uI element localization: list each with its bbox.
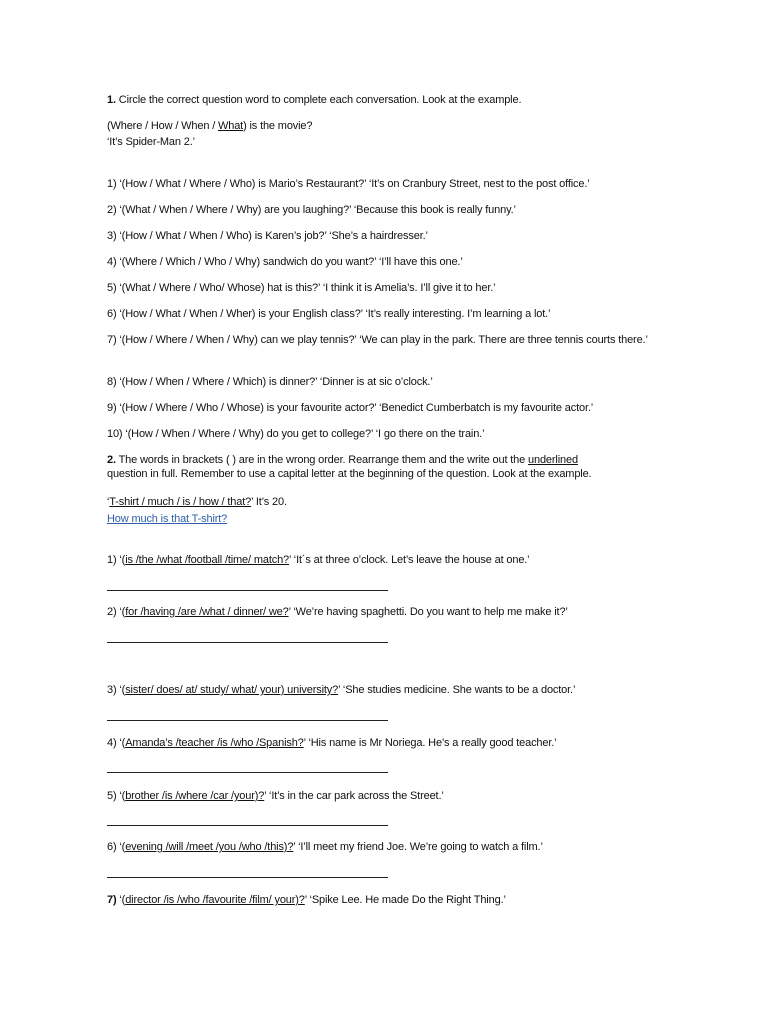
example-question-end: ) is the movie? [243,120,313,132]
item-reply: ’ ‘It´s at three o’clock. Let’s leave the house at one.’ [289,554,530,566]
rearrange-item [107,893,506,907]
question-item: 8) ‘(How / When / Where / Which) is dinner?’ ‘Dinner is at sic o’clock.’ [107,376,433,388]
example-open-quote: ‘ [107,496,110,508]
item-reply: ’ ‘Spike Lee. He made Do the Right Thing.’ [304,894,506,906]
example-reply: ’ It’s 20. [251,496,287,508]
item-open: ‘( [116,606,126,618]
scrambled-words: brother /is /where /car /your)? [125,790,265,802]
scrambled-words: for /having /are /what / dinner/ we? [125,606,289,618]
rearrange-item [107,605,568,619]
section-1-number: 1. [107,94,116,106]
section-1-example-question [107,119,312,133]
question-item: 6) ‘(How / What / When / Wher) is your English class?’ ‘It’s really interesting. I’m learning a lot.’ [107,308,551,320]
item-reply: ’ ‘It’s in the car park across the Street.’ [264,790,444,802]
question-item: 10) ‘(How / When / Where / Why) do you get to college?’ ‘I go there on the train.’ [107,428,485,440]
question-item: 7) ‘(How / Where / When / Why) can we play tennis?’ ‘We can play in the park. There are three tennis courts there.’ [107,334,648,346]
item-reply: ’ ‘We’re having spaghetti. Do you want to help me make it?’ [288,606,568,618]
answer-line[interactable] [107,772,388,773]
rearrange-item [107,553,529,567]
item-open: ‘( [116,790,126,802]
question-item: 3) ‘(How / What / When / Who) is Karen’s job?’ ‘She’s a hairdresser.’ [107,230,428,242]
item-open: ‘( [116,737,126,749]
item-number: 2) [107,606,117,618]
question-item: 9) ‘(How / Where / Who / Whose) is your favourite actor?’ ‘Benedict Cumberbatch is my favourite actor.’ [107,402,594,414]
item-reply: ’ ‘She studies medicine. She wants to be a doctor.’ [338,684,576,696]
item-number: 6) [107,841,117,853]
question-item: 5) ‘(What / Where / Who/ Whose) hat is this?’ ‘I think it is Amelia’s. I’ll give it to her.’ [107,282,496,294]
scrambled-words: is /the /what /football /time/ match? [125,554,290,566]
scrambled-words: evening /will /meet /you /who /this)? [125,841,294,853]
question-item: 1) ‘(How / What / Where / Who) is Mario’s Restaurant?’ ‘It’s on Cranbury Street, nest to the post office.’ [107,178,590,190]
item-number: 7) [107,894,117,906]
answer-line[interactable] [107,720,388,721]
example-answer-word: What [218,120,244,132]
scrambled-words: director /is /who /favourite /film/ your)? [125,894,305,906]
item-number: 4) [107,737,117,749]
item-number: 3) [107,684,117,696]
section-2-number: 2. [107,454,116,466]
rearrange-item [107,683,575,697]
item-open: ‘( [116,684,126,696]
answer-line[interactable] [107,825,388,826]
underlined-word: underlined [528,454,578,466]
question-item: 2) ‘(What / When / Where / Why) are you laughing?’ ‘Because this book is really funny.’ [107,204,516,216]
example-scrambled-words: T-shirt / much / is / how / that? [109,496,252,508]
question-item: 4) ‘(Where / Which / Who / Why) sandwich do you want?’ ‘I’ll have this one.’ [107,256,463,268]
section-1-instruction [107,93,521,107]
answer-line[interactable] [107,590,388,591]
example-answer-link[interactable]: How much is that T-shirt? [107,513,228,525]
answer-line[interactable] [107,642,388,643]
item-number: 1) [107,554,117,566]
rearrange-item [107,840,543,854]
item-reply: ’ ‘His name is Mr Noriega. He’s a really good teacher.’ [303,737,557,749]
section-2-example [107,495,287,509]
section-2-instruction-text: The words in brackets ( ) are in the wrong order. Rearrange them and the write out the [115,454,529,466]
rearrange-item [107,736,556,750]
item-reply: ’ ‘I’ll meet my friend Joe. We’re going to watch a film.’ [293,841,543,853]
example-question-start: (Where / How / When / [107,120,219,132]
scrambled-words: Amanda’s /teacher /is /who /Spanish? [125,737,304,749]
section-2-instruction-text-2: question in full. Remember to use a capital letter at the beginning of the question. Look at the example. [107,468,592,480]
item-open: ‘( [116,894,126,906]
rearrange-item [107,789,444,803]
scrambled-words: sister/ does/ at/ study/ what/ your) university? [125,684,339,696]
item-open: ‘( [116,554,126,566]
section-1-instruction-text: Circle the correct question word to complete each conversation. Look at the example. [115,94,522,106]
item-open: ‘( [116,841,126,853]
item-number: 5) [107,790,117,802]
answer-line[interactable] [107,877,388,878]
section-1-example-reply: ‘It’s Spider-Man 2.’ [107,136,195,148]
section-2-instruction [107,453,647,481]
